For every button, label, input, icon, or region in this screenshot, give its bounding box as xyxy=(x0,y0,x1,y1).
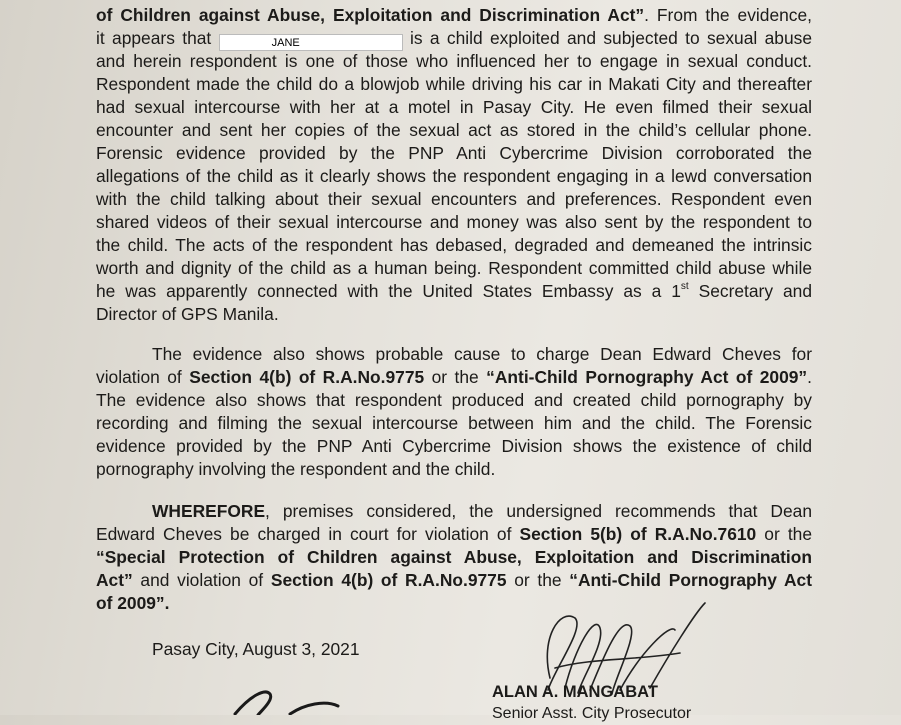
para3-line-3: “Special Protection of Children against Abuse, Exploitation and Discrimination xyxy=(96,547,812,567)
act-title-fragment: of Children against Abuse, Exploitation and Discrimination Act” xyxy=(96,5,645,25)
para3-line-1: WHEREFORE, premises considered, the undersigned recommends that Dean xyxy=(152,501,812,521)
para1-line-13: he was apparently connected with the United States Embassy as a 1st Secretary and xyxy=(96,281,812,301)
place-and-date: Pasay City, August 3, 2021 xyxy=(152,639,360,659)
para2-line-5: evidence provided by the PNP Anti Cybercrime Division shows the existence of child xyxy=(96,436,812,456)
wherefore-heading: WHEREFORE xyxy=(152,501,266,521)
para1-line-2: it appears that JANE is a child exploited and subjected to sexual abuse xyxy=(96,28,812,49)
para1-line-10: shared videos of their sexual intercourse and money was also sent by the respondent to xyxy=(96,212,812,232)
para1-line-4: Respondent made the child do a blowjob while driving his car in Makati City and thereafter xyxy=(96,74,812,94)
para1-line-1: of Children against Abuse, Exploitation and Discrimination Act”. From the evidence, xyxy=(96,5,813,25)
redacted-name-box: JANE xyxy=(219,34,403,51)
para3-line-2: Edward Cheves be charged in court for violation of Section 5(b) of R.A.No.7610 or the xyxy=(96,524,812,544)
para2-line-1: The evidence also shows probable cause to charge Dean Edward Cheves for xyxy=(152,344,812,364)
para2-line-6: pornography involving the respondent and the child. xyxy=(96,459,496,479)
para1-line-12: worth and dignity of the child as a human being. Respondent committed child abuse while xyxy=(96,258,812,278)
para3-line-5: of 2009”. xyxy=(96,593,170,613)
para1-line-3: and herein respondent is one of those who influenced her to engage in sexual conduct. xyxy=(96,51,812,71)
signatory-title: Senior Asst. City Prosecutor xyxy=(492,705,692,722)
signatory-name: ALAN A. MANGABAT xyxy=(492,683,658,701)
para2-line-2: violation of Section 4(b) of R.A.No.9775 or the “Anti-Child Pornography Act of 2009”. xyxy=(96,367,812,387)
para2-line-3: The evidence also shows that respondent produced and created child pornography by xyxy=(96,390,812,410)
para2-line-4: recording and filming the sexual intercourse between him and the child. The Forensic xyxy=(96,413,812,433)
para1-line-5: had sexual intercourse with her at a motel in Pasay City. He even filmed their sexual xyxy=(96,97,812,117)
para1-line-6: encounter and sent her copies of the sexual act as stored in the child’s cellular phone. xyxy=(96,120,812,140)
para3-line-4: Act” and violation of Section 4(b) of R.A.No.9775 or the “Anti-Child Pornography Act xyxy=(96,570,813,590)
para1-line-9: with the child talking about their sexual encounters and preferences. Respondent even xyxy=(96,189,812,209)
para1-line-7: Forensic evidence provided by the PNP Anti Cybercrime Division corroborated the xyxy=(96,143,812,163)
para1-line-11: the child. The acts of the respondent has debased, degraded and demeaned the intrinsic xyxy=(96,235,812,255)
partial-signature xyxy=(230,686,340,715)
para1-line-14: Director of GPS Manila. xyxy=(96,304,279,324)
para1-line-8: allegations of the child as it clearly shows the respondent engaging in a lewd conversation xyxy=(96,166,812,186)
